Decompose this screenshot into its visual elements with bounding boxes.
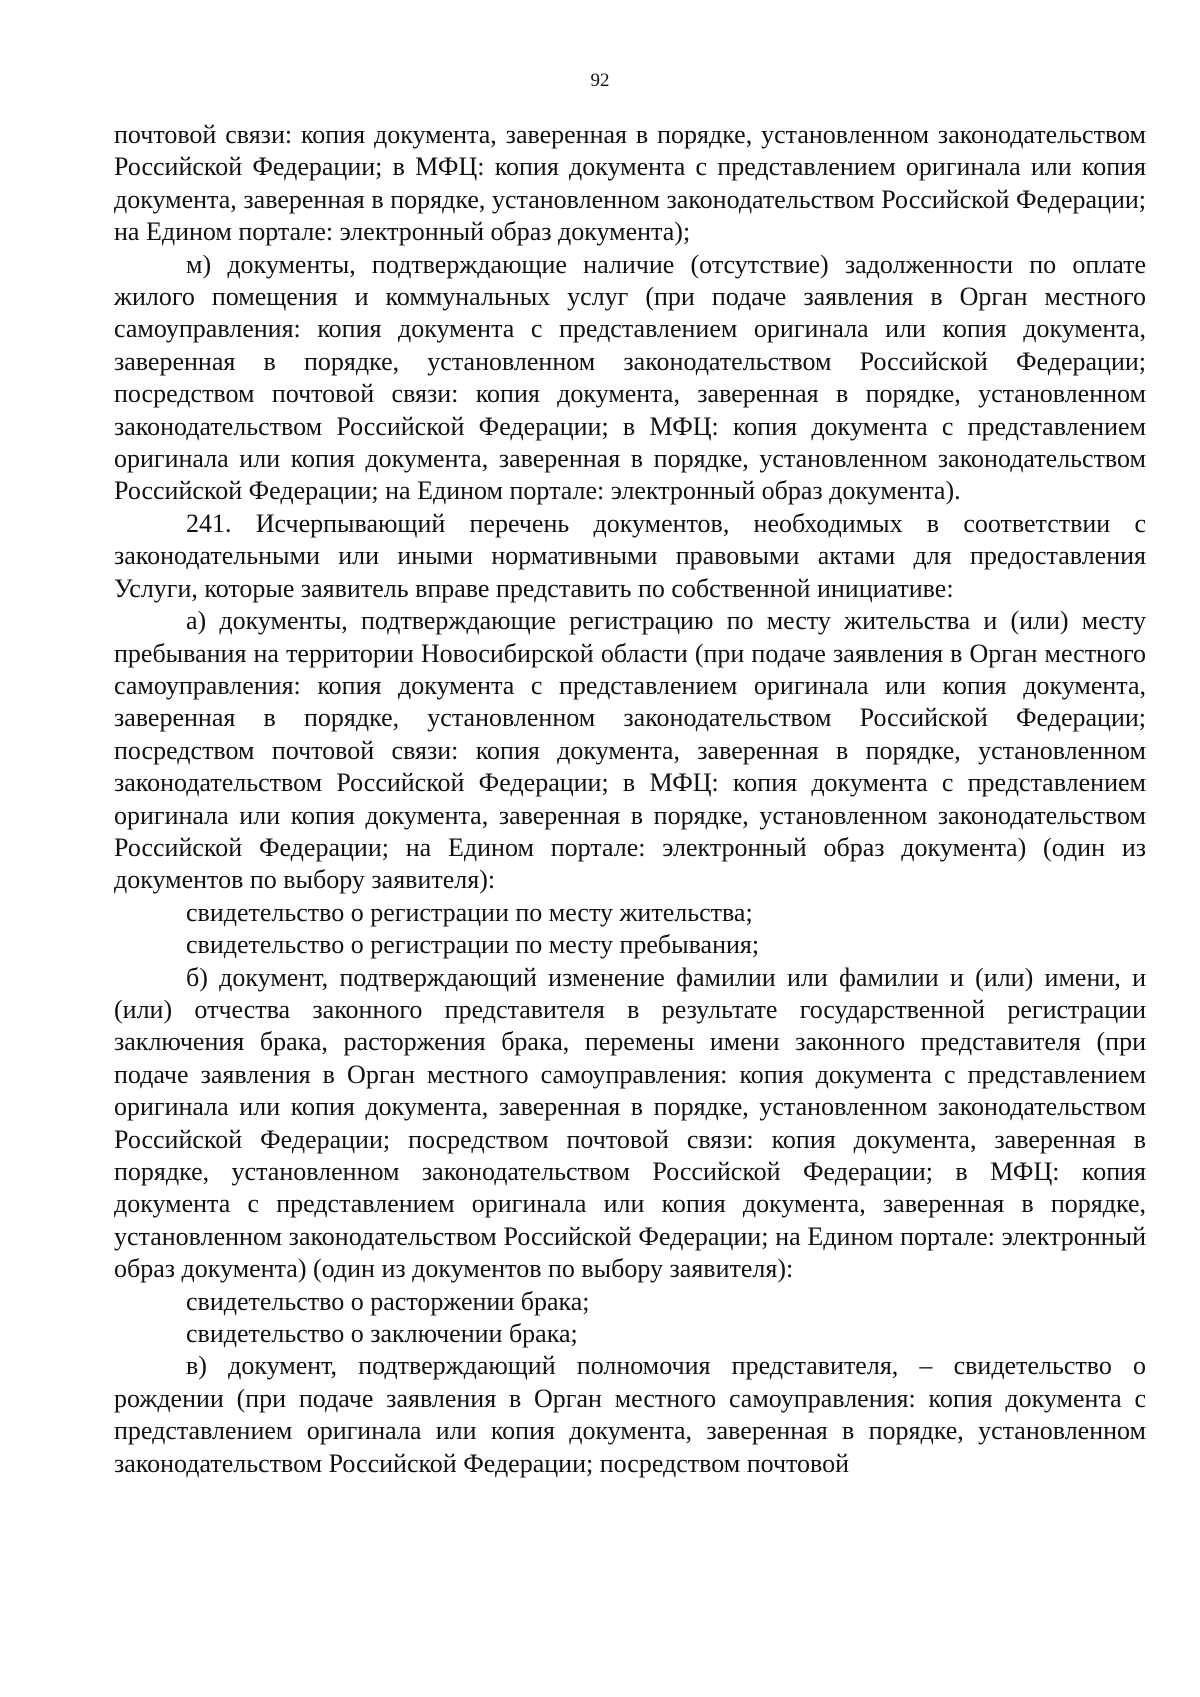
list-item-residence-certificate: свидетельство о регистрации по месту жительства;: [186, 897, 753, 927]
paragraph-item-m: м) документы, подтверждающие наличие (отсутствие) задолженности по оплате жилого помещения и коммунальных услуг (при подаче заявления в Орган местного самоуправления: копия документа с представлением оригинала или копия документа, заверенная в порядке, установленном законодательством Российской Федерации; посредством почтовой связи: копия документа, заверенная в порядке, установленном законодательством Российской Федерации; в МФЦ: копия документа с представлением оригинала или копия документа, заверенная в порядке, установленном законодательством Российской Федерации; на Едином портале: электронный образ документа).: [114, 249, 1146, 506]
page-number: 92: [590, 70, 610, 91]
list-item-stay-certificate: свидетельство о регистрации по месту пребывания;: [186, 930, 760, 960]
paragraph-item-a: а) документы, подтверждающие регистрацию по месту жительства и (или) месту пребывания на территории Новосибирской области (при подаче заявления в Орган местного самоуправления: копия документа с представлением оригинала или копия документа, заверенная в порядке, установленном законодательством Российской Федерации; посредством почтовой связи: копия документа, заверенная в порядке, установленном законодательством Российской Федерации; в МФЦ: копия документа с представлением оригинала или копия документа, заверенная в порядке, установленном законодательством Российской Федерации; на Едином портале: электронный образ документа) (один из документов по выбору заявителя):: [114, 606, 1146, 895]
paragraph-241: 241. Исчерпывающий перечень документов, необходимых в соответствии с законодательными или иными нормативными правовыми актами для предоставления Услуги, которые заявитель вправе представить по собственной инициативе:: [114, 508, 1146, 603]
list-item-marriage-certificate: свидетельство о заключении брака;: [186, 1319, 578, 1349]
paragraph-item-b: б) документ, подтверждающий изменение фамилии или фамилии и (или) имени, и (или) отчества законного представителя в результате государственной регистрации заключения брака, расторжения брака, перемены имени законного представителя (при подаче заявления в Орган местного самоуправления: копия документа с представлением оригинала или копия документа, заверенная в порядке, установленном законодательством Российской Федерации; посредством почтовой связи: копия документа, заверенная в порядке, установленном законодательством Российской Федерации; в МФЦ: копия документа с представлением оригинала или копия документа, заверенная в порядке, установленном законодательством Российской Федерации; на Едином портале: электронный образ документа) (один из документов по выбору заявителя):: [114, 962, 1146, 1284]
list-item-divorce-certificate: свидетельство о расторжении брака;: [186, 1286, 590, 1316]
paragraph-continuation: почтовой связи: копия документа, заверенная в порядке, установленном законодательством Российской Федерации; в МФЦ: копия документа с представлением оригинала или копия документа, заверенная в порядке, установленном законодательством Российской Федерации; на Едином портале: электронный образ документа);: [114, 120, 1146, 247]
document-body: [114, 119, 1146, 1480]
paragraph-item-v: в) документ, подтверждающий полномочия представителя, – свидетельство о рождении (при подаче заявления в Орган местного самоуправления: копия документа с представлением оригинала или копия документа, заверенная в порядке, установленном законодательством Российской Федерации; посредством почтовой: [114, 1351, 1146, 1478]
